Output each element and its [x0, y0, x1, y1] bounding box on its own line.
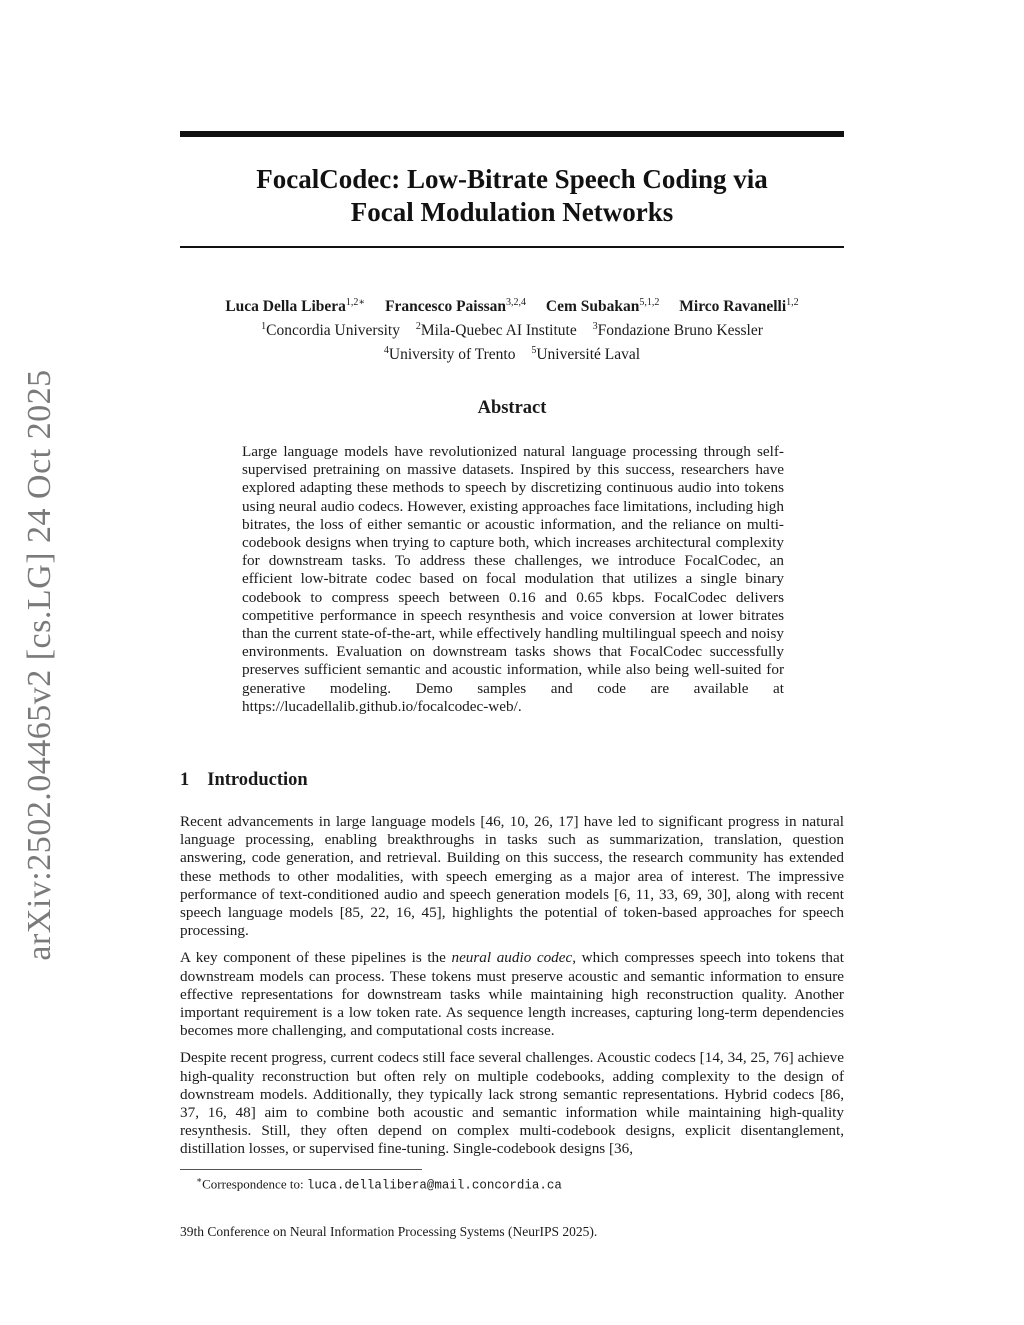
emphasis-term: neural audio codec	[451, 949, 573, 967]
abstract-heading: Abstract	[477, 398, 547, 418]
paragraph: A key component of these pipelines is the neural audio codec, which compresses speech into tokens that downstream models can process. These tokens must preserve acoustic and semantic information to ensure effective representations for downstream tasks while maintaining high reconstruction quality. Another important requirement is a low token rate. As sequence length increases, capturing long-term dependencies becomes more challenging, and computational costs increase.	[180, 949, 844, 1040]
affiliation: $^5$Université Laval	[531, 345, 641, 364]
affiliation: $^2$Mila-Quebec AI Institute	[415, 321, 577, 340]
affiliation: $^1$Concordia University	[261, 321, 400, 340]
author-block	[160, 293, 864, 365]
section-title: Introduction	[207, 770, 308, 790]
body-text	[180, 813, 844, 1168]
title-bottom-rule	[180, 246, 844, 248]
footnote-rule	[180, 1169, 422, 1170]
paragraph: Despite recent progress, current codecs still face several challenges. Acoustic codecs [14, 34, 25, 76] achieve high-quality reconstruction but often rely on multiple codebooks, adding complexity to the design of downstream models. Additionally, they typically lack strong semantic representations. Hybrid codecs [86, 37, 16, 48] aim to combine both acoustic and semantic information while maintaining high-quality resynthesis. Still, they often depend on complex multi-codebook designs, explicit disentanglement, distillation losses, or supervised fine-tuning. Single-codebook designs [36,	[180, 1049, 844, 1158]
title-top-rule	[180, 131, 844, 137]
correspondence-email: luca.dellalibera@mail.concordia.ca	[306, 1178, 562, 1193]
section-number: 1	[180, 770, 190, 790]
section-heading	[180, 770, 308, 791]
author: Mirco Ravanelli$^{1,2}$	[679, 297, 799, 316]
title-line-2: Focal Modulation Networks	[350, 197, 674, 227]
author: Luca Della Libera$^{1,2∗}$	[225, 297, 366, 316]
author: Cem Subakan$^{5,1,2}$	[545, 297, 660, 316]
author-list	[160, 293, 864, 317]
venue-note: 39th Conference on Neural Information Processing Systems (NeurIPS 2025).	[180, 1224, 598, 1239]
paragraph: Recent advancements in large language models [46, 10, 26, 17] have led to significant progress in natural language processing, enabling breakthroughs in tasks such as summarization, translation, question answering, code generation, and retrieval. Building on this success, the research community has extended these methods to other modalities, with speech emerging as a major area of interest. The impressive performance of text-conditioned audio and speech generation models [6, 11, 33, 69, 30], along with recent speech language models [85, 22, 16, 45], highlights the potential of token-based approaches for speech processing.	[180, 813, 844, 940]
affiliation: $^4$University of Trento	[383, 345, 516, 364]
footnote: ∗Correspondence to: luca.dellalibera@mail.concordia.ca	[196, 1175, 562, 1193]
author: Francesco Paissan$^{3,2,4}$	[385, 297, 527, 316]
affiliation-line-1	[160, 317, 864, 341]
affiliation-line-2	[160, 341, 864, 365]
abstract-text: Large language models have revolutionized natural language processing through self-supervised pretraining on massive datasets. Inspired by this success, researchers have explored adapting these methods to speech by discretizing continuous audio into tokens using neural audio codecs. However, existing approaches face limitations, including high bitrates, the loss of either semantic or acoustic information, and the reliance on multi-codebook designs when trying to capture both, which increases architectural complexity for downstream tasks. To address these challenges, we introduce FocalCodec, an efficient low-bitrate codec based on focal modulation that utilizes a single binary codebook to compress speech between 0.16 and 0.65 kbps. FocalCodec delivers competitive performance in speech resynthesis and voice conversion at lower bitrates than the current state-of-the-art, while effectively handling multilingual speech and noisy environments. Evaluation on downstream tasks shows that FocalCodec successfully preserves sufficient semantic and acoustic information, while also being well-suited for generative modeling. Demo samples and code are available at https://lucadellalib.github.io/focalcodec-web/.	[242, 443, 784, 715]
title-line-1: FocalCodec: Low-Bitrate Speech Coding via	[256, 164, 768, 194]
affiliation: $^3$Fondazione Bruno Kessler	[592, 321, 763, 340]
arxiv-stamp: arXiv:2502.04465v2 [cs.LG] 24 Oct 2025	[21, 369, 58, 961]
paper-title	[180, 163, 844, 229]
